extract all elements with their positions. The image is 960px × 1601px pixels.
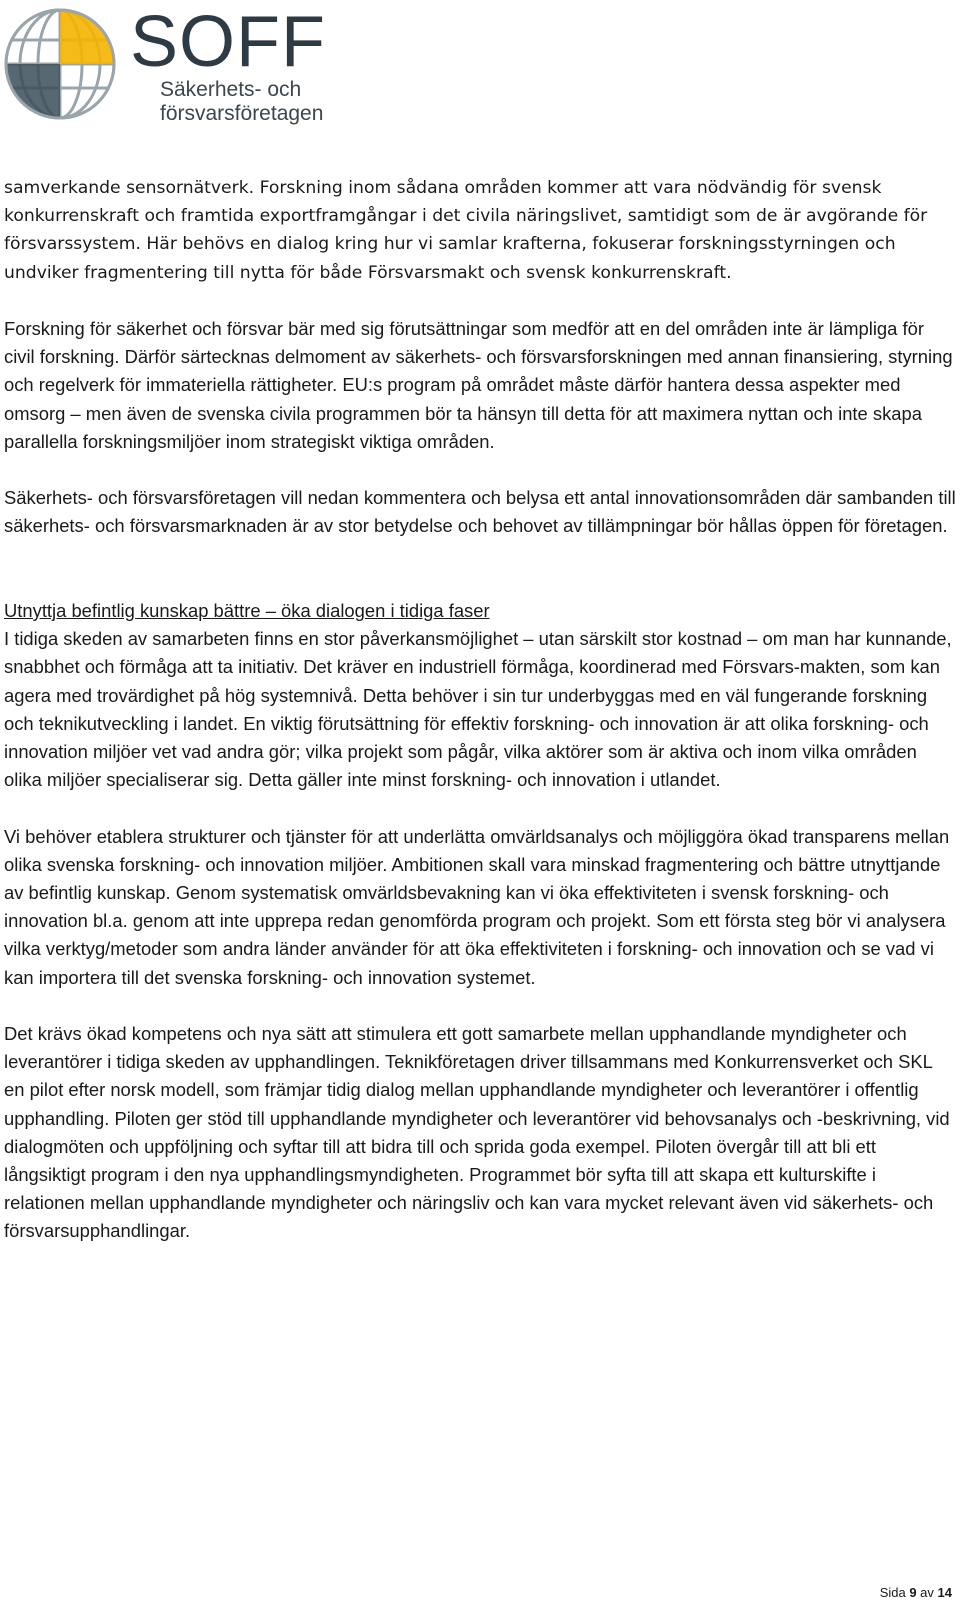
logo-subtitle-line-2: försvarsföretagen	[160, 102, 324, 125]
page-header	[2, 2, 326, 125]
section-heading: Utnyttja befintlig kunskap bättre – öka dialogen i tidiga faser	[4, 599, 490, 621]
page-total: 14	[937, 1585, 952, 1600]
spacer	[4, 569, 956, 597]
logo-name: SOFF	[130, 2, 326, 82]
paragraph: I tidiga skeden av samarbeten finns en stor påverkansmöjlighet – utan särskilt stor kostnad – om man har kunnande, snabbhet och förmåga att ta initiativ. Det kräver en industriell förmåga, koordinerad med Försvars-makten, som kan agera med trovärdighet på hög systemnivå. Detta behöver i sin tur underbyggas med en väl fungerande forskning och teknikutveckling i landet. En viktig förutsättning för effektiv forskning- och innovation är att olika forskning- och innovation miljöer vet vad andra gör; vilka projekt som pågår, vilka aktörer som är aktiva och inom vilka områden olika miljöer specialiserar sig. Detta gäller inte minst forskning- och innovation i utlandet.	[4, 628, 952, 791]
paragraph: samverkande sensornätverk. Forskning inom sådana områden kommer att vara nödvändig för svensk konkurrenskraft och framtida exportframgångar i det civila näringslivet, samtidigt som de är avgörande för försvarssystem. Här behövs en dialog kring hur vi samlar krafterna, fokuserar forskningsstyrningen och undviker fragmentering till nytta för både Försvarsmakt och svensk konkurrenskraft.	[4, 178, 928, 283]
page-label-prefix: Sida	[879, 1585, 910, 1600]
paragraph: Forskning för säkerhet och försvar bär med sig förutsättningar som medför att en del områden inte är lämpliga för civil forskning. Därför särtecknas delmoment av säkerhets- och försvarsforskningen med annan finansiering, styrning och regelverk för immateriella rättigheter. EU:s program på området måste därför hantera dessa aspekter med omsorg – men även de svenska civila programmen bör ta hänsyn till detta för att maximera nyttan och inte skapa parallella forskningsmiljöer inom strategiskt viktiga områden.	[4, 318, 953, 452]
document-body	[4, 174, 956, 1274]
paragraph: Det krävs ökad kompetens och nya sätt att stimulera ett gott samarbete mellan upphandlande myndigheter och leverantörer i tidiga skeden av upphandlingen. Teknikföretagen driver tillsammans med Konkurrensverket och SKL en pilot efter norsk modell, som främjar tidig dialog mellan upphandlande myndigheter och leverantörer i offentlig upphandling. Piloten ger stöd till upphandlande myndigheter och leverantörer vid behovsanalys och -beskrivning, vid dialogmöten och uppföljning och syftar till att bidra till och sprida goda exempel. Piloten övergår till att bli ett långsiktigt program i den nya upphandlingsmyndigheten. Programmet bör syfta till att skapa ett kulturskifte i relationen mellan upphandlande myndigheter och näringsliv och kan vara mycket relevant även vid säkerhets- och försvarsupphandlingar.	[4, 1023, 950, 1242]
logo-subtitle-line-1: Säkerhets- och	[160, 78, 302, 101]
globe-icon	[2, 4, 122, 122]
paragraph: Vi behöver etablera strukturer och tjänster för att underlätta omvärldsanalys och möjliggöra ökad transparens mellan olika svenska forskning- och innovation miljöer. Ambitionen skall vara minskad fragmentering och bättre utnyttjande av befintlig kunskap. Genom systematisk omvärldsbevakning kan vi öka effektiviteten i svensk forskning- och innovation bl.a. genom att inte upprepa redan genomförda program och projekt. Som ett första steg bör vi analysera vilka verktyg/metoder som andra länder använder för att öka effektiviteten i forskning- och innovation och se vad vi kan importera till det svenska forskning- och innovation systemet.	[4, 825, 950, 988]
page-number	[880, 1585, 952, 1601]
paragraph: Säkerhets- och försvarsföretagen vill nedan kommentera och belysa ett antal innovationsområden där sambanden till säkerhets- och försvarsmarknaden är av stor betydelse och behovet av tillämpningar bör hållas öppen för företagen.	[4, 487, 956, 537]
page-label-middle: av	[916, 1585, 938, 1600]
logo-wordmark	[130, 2, 326, 126]
page-current: 9	[909, 1585, 917, 1600]
